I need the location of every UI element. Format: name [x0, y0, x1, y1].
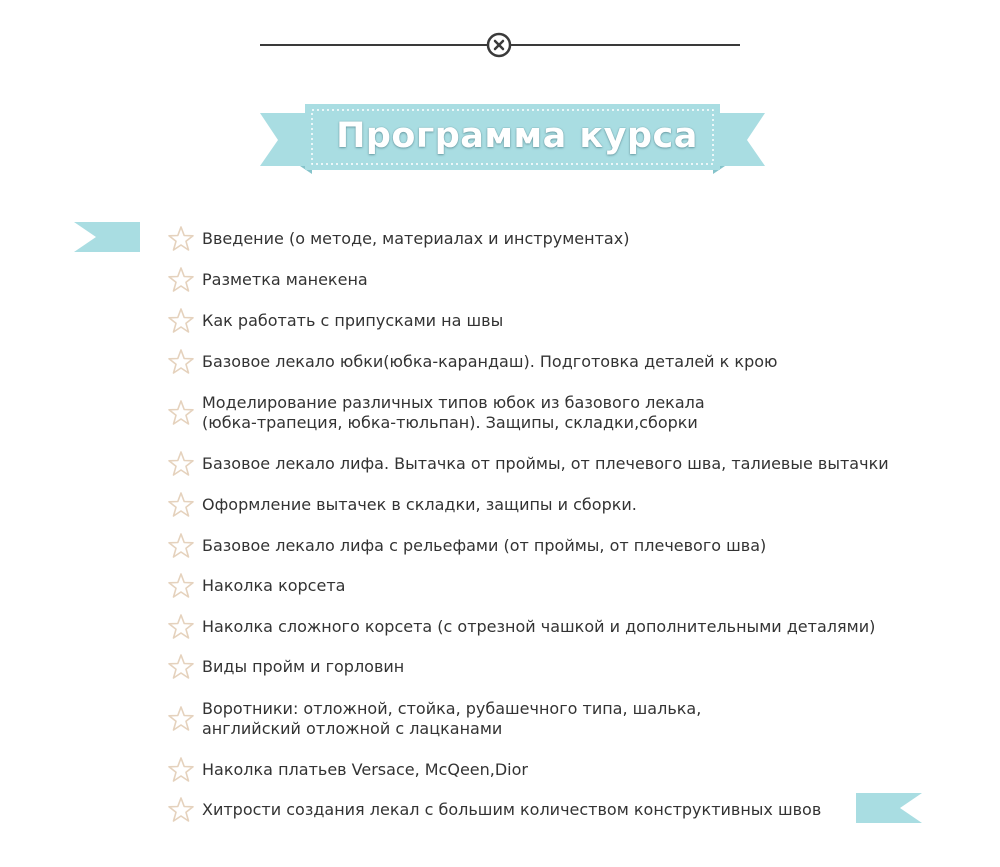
- list-item-text: Наколка корсета: [202, 576, 346, 595]
- list-item-text: Виды пройм и горловин: [202, 657, 405, 676]
- list-item: [167, 392, 967, 434]
- list-item-text: Хитрости создания лекал с большим количеством конструктивных швов: [202, 800, 822, 819]
- star-outline-icon: [167, 796, 195, 824]
- list-item: [167, 653, 967, 681]
- star-outline-icon: [167, 307, 195, 335]
- list-item-text: Моделирование различных типов юбок из базового лекала (юбка-трапеция, юбка-тюльпан). Защипы, складки,сборки: [202, 393, 705, 432]
- list-item: [167, 796, 967, 824]
- list-item: [167, 450, 967, 478]
- star-outline-icon: [167, 572, 195, 600]
- list-item-text: Как работать с припусками на швы: [202, 311, 504, 330]
- list-item-text: Наколка платьев Versace, McQeen,Dior: [202, 760, 528, 779]
- star-outline-icon: [167, 348, 195, 376]
- star-outline-icon: [167, 450, 195, 478]
- top-divider: [0, 0, 1000, 90]
- list-item-text: Базовое лекало юбки(юбка-карандаш). Подготовка деталей к крою: [202, 352, 778, 371]
- list-item: [167, 698, 967, 740]
- list-item-text: Базовое лекало лифа с рельефами (от проймы, от плечевого шва): [202, 536, 767, 555]
- star-outline-icon: [167, 756, 195, 784]
- list-item: [167, 348, 967, 376]
- page-title: Программа курса: [336, 116, 698, 156]
- close-circle-icon: [488, 34, 510, 56]
- list-item: [167, 266, 967, 294]
- star-outline-icon: [167, 653, 195, 681]
- left-ribbon-flag-icon: [74, 221, 140, 253]
- star-outline-icon: [167, 225, 195, 253]
- list-item-text: Наколка сложного корсета (с отрезной чашкой и дополнительными деталями): [202, 617, 876, 636]
- star-outline-icon: [167, 705, 195, 733]
- list-item-text: Воротники: отложной, стойка, рубашечного типа, шалька, английский отложной с лацканами: [202, 699, 702, 738]
- list-item-text: Оформление вытачек в складки, защипы и сборки.: [202, 495, 637, 514]
- star-outline-icon: [167, 532, 195, 560]
- list-item: [167, 225, 967, 253]
- list-item: [167, 613, 967, 641]
- list-item: [167, 491, 967, 519]
- list-item: [167, 756, 967, 784]
- star-outline-icon: [167, 399, 195, 427]
- list-item: [167, 572, 967, 600]
- list-item: [167, 307, 967, 335]
- list-item: [167, 532, 967, 560]
- list-item-text: Введение (о методе, материалах и инструментах): [202, 229, 630, 248]
- star-outline-icon: [167, 491, 195, 519]
- list-item-text: Базовое лекало лифа. Вытачка от проймы, от плечевого шва, талиевые вытачки: [202, 454, 889, 473]
- star-outline-icon: [167, 266, 195, 294]
- star-outline-icon: [167, 613, 195, 641]
- list-item-text: Разметка манекена: [202, 270, 368, 289]
